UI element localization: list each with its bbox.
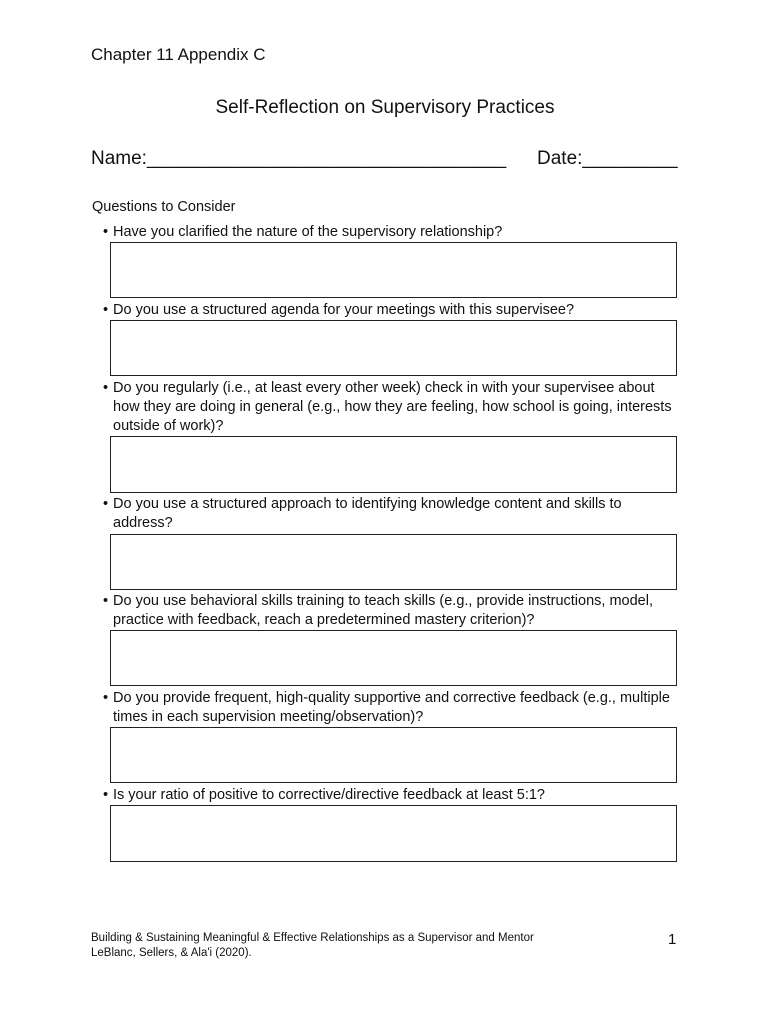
answer-box[interactable]: [110, 534, 677, 590]
answer-box[interactable]: [110, 320, 677, 376]
answer-box[interactable]: [110, 727, 677, 783]
name-blank[interactable]: __________________________________: [146, 148, 507, 169]
page-title: Self-Reflection on Supervisory Practices: [215, 97, 555, 118]
questions-heading: Questions to Consider: [92, 199, 236, 215]
question-item: [103, 379, 683, 436]
question-item: [103, 689, 683, 727]
bullet-icon: •: [103, 302, 109, 318]
bullet-icon: •: [103, 496, 109, 512]
question-item: [103, 495, 683, 533]
bullet-icon: •: [103, 690, 109, 706]
question-text: Do you regularly (i.e., at least every other week) check in with your supervisee about how they are doing in general (e.g., how they are feeling, how school is going, interests outside of work)?: [113, 380, 672, 434]
answer-box[interactable]: [110, 242, 677, 298]
footer-title: Building & Sustaining Meaningful & Effective Relationships as a Supervisor and Mentor: [91, 932, 534, 944]
question-text: Do you use a structured approach to identifying knowledge content and skills to address?: [113, 496, 622, 531]
bullet-icon: •: [103, 380, 109, 396]
name-label: Name:: [91, 148, 147, 169]
name-field[interactable]: [91, 148, 506, 170]
question-text: Do you use a structured agenda for your meetings with this supervisee?: [113, 302, 575, 318]
footer-citation: LeBlanc, Sellers, & Ala'i (2020).: [91, 947, 252, 959]
answer-box[interactable]: [110, 436, 677, 493]
question-text: Do you use behavioral skills training to teach skills (e.g., provide instructions, model, practice with feedback, reach a predetermined mastery criterion)?: [113, 593, 653, 628]
bullet-icon: •: [103, 224, 109, 240]
question-text: Have you clarified the nature of the supervisory relationship?: [113, 224, 503, 240]
footer: [91, 931, 534, 961]
date-blank[interactable]: _________: [582, 148, 678, 169]
date-field[interactable]: [537, 148, 678, 170]
question-text: Is your ratio of positive to corrective/directive feedback at least 5:1?: [113, 787, 545, 803]
bullet-icon: •: [103, 787, 109, 803]
question-item: [103, 786, 683, 805]
question-text: Do you provide frequent, high-quality supportive and corrective feedback (e.g., multiple times in each supervision meeting/observation)?: [113, 690, 670, 725]
question-item: [103, 592, 683, 630]
bullet-icon: •: [103, 593, 109, 609]
question-item: [103, 223, 683, 242]
answer-box[interactable]: [110, 630, 677, 686]
date-label: Date:: [537, 148, 583, 169]
chapter-header: Chapter 11 Appendix C: [91, 45, 266, 64]
answer-box[interactable]: [110, 805, 677, 862]
page-number: 1: [668, 931, 677, 948]
question-item: [103, 301, 683, 320]
